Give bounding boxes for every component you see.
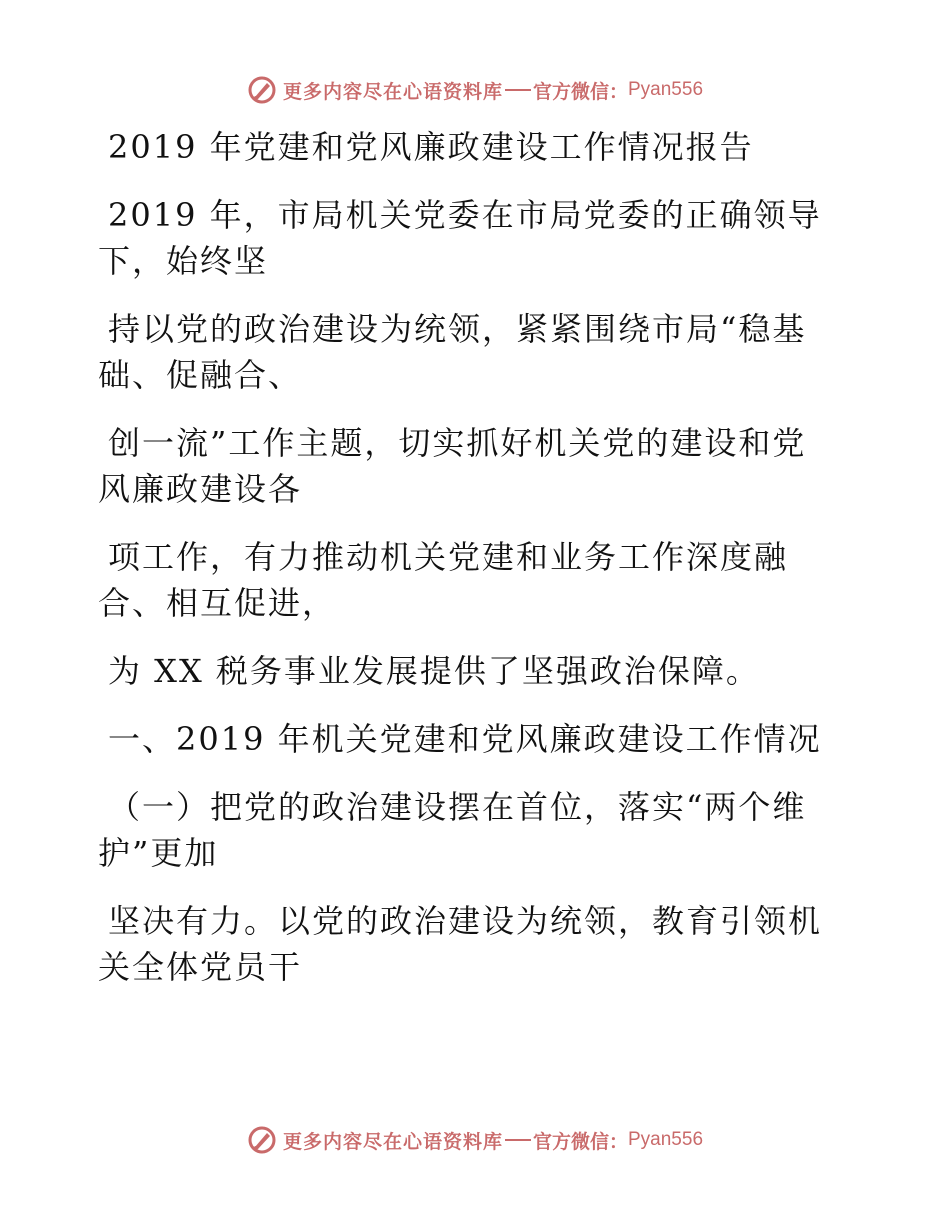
- section-heading: 一、2019 年机关党建和党风廉政建设工作情况: [108, 720, 822, 758]
- watermark-banner-top: [0, 72, 950, 108]
- paragraph-line: 持以党的政治建设为统领，紧紧围绕市局“稳基: [108, 310, 807, 348]
- paragraph-line: 础、促融合、: [98, 356, 303, 394]
- watermark-wechat-label: 官方微信：: [532, 1130, 628, 1153]
- watermark-wechat-label: 官方微信：: [532, 80, 628, 103]
- watermark-text: 更多内容尽在心语资料库: [282, 80, 503, 103]
- subsection-heading: （一）把党的政治建设摆在首位，落实“两个维: [108, 788, 807, 826]
- watermark-dash: [505, 1139, 531, 1141]
- paragraph-line: 关全体党员干: [98, 948, 303, 986]
- paragraph-line: 护”更加: [98, 834, 219, 872]
- paragraph-line: 2019 年，市局机关党委在市局党委的正确领导: [108, 196, 822, 234]
- watermark-text: 更多内容尽在心语资料库: [282, 1130, 503, 1153]
- paragraph-line: 项工作，有力推动机关党建和业务工作深度融: [108, 538, 789, 576]
- paragraph-line: 合、相互促进，: [98, 584, 337, 622]
- document-body: [98, 124, 838, 990]
- paragraph-line: 为 XX 税务事业发展提供了坚强政治保障。: [108, 652, 760, 690]
- document-title: 2019 年党建和党风廉政建设工作情况报告: [108, 128, 754, 166]
- paragraph-line: 下，始终坚: [98, 242, 269, 280]
- watermark-dash: [505, 89, 531, 91]
- watermark-wechat-id: Pyan556: [628, 1129, 704, 1150]
- red-pen-circle-logo-icon: [247, 1125, 277, 1155]
- paragraph-line: 风廉政建设各: [98, 470, 303, 508]
- paragraph-line: 坚决有力。以党的政治建设为统领，教育引领机: [108, 902, 823, 940]
- watermark-banner-bottom: [0, 1122, 950, 1158]
- watermark-wechat-id: Pyan556: [628, 79, 704, 100]
- red-pen-circle-logo-icon: [247, 75, 277, 105]
- paragraph-line: 创一流”工作主题，切实抓好机关党的建设和党: [108, 424, 807, 462]
